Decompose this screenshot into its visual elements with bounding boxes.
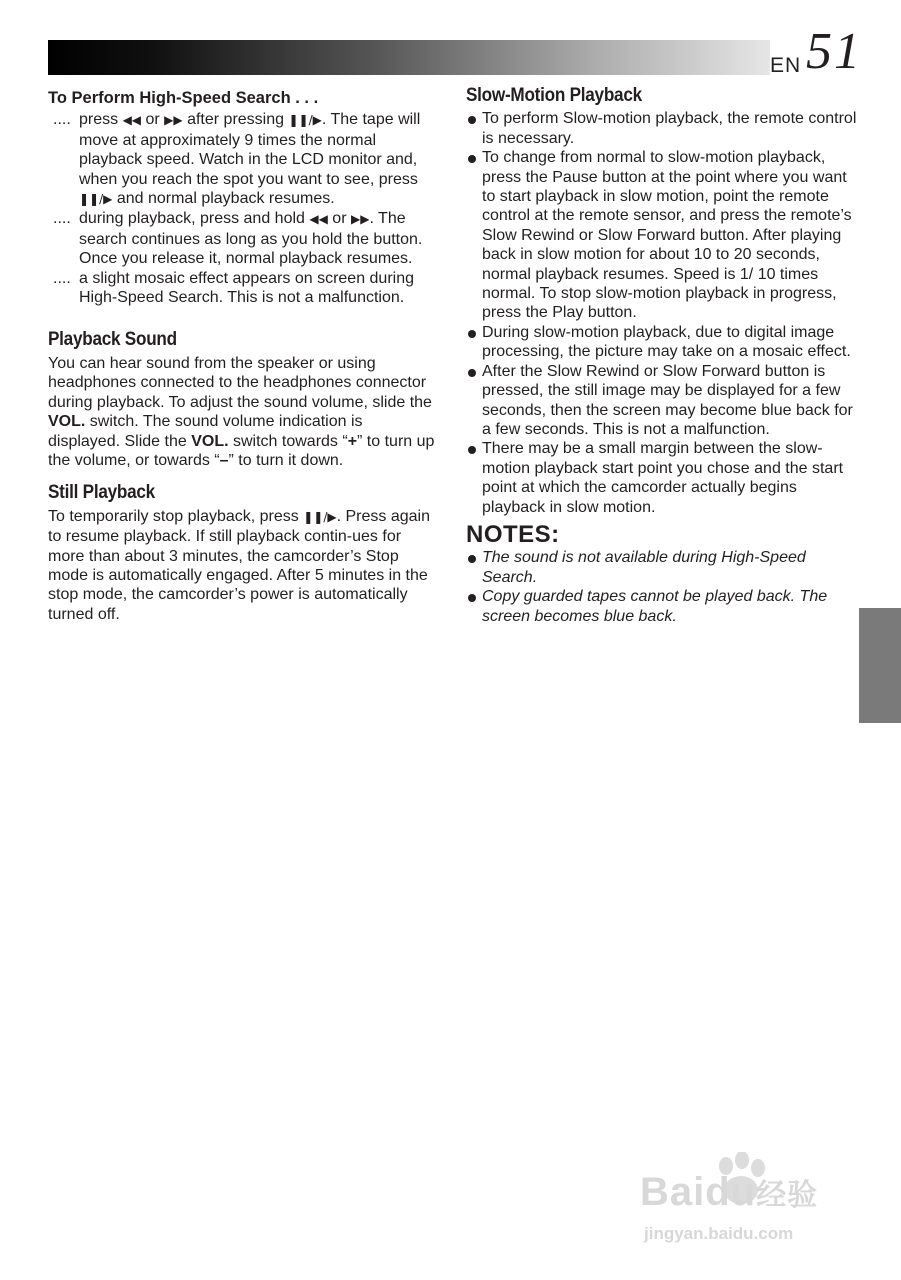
rewind-icon: ◀◀ xyxy=(309,212,328,227)
page-language: EN xyxy=(770,54,802,77)
still-playback-heading: Still Playback xyxy=(48,481,155,504)
rewind-icon: ◀◀ xyxy=(122,113,142,128)
pause-play-icon: ❚❚/▶ xyxy=(303,509,337,524)
list-item: To change from normal to slow-motion playback, press the Pause button at the point where you want to start playback in slow motion, point the remote control at the remote sensor, and press the remote’s Slow Rewind or Slow Forward button. After playing back in slow motion for about 10 to 20 seconds, normal playback resumes. Speed is 1/ 10 times normal. To stop slow-motion playback in progress, press the Play button. xyxy=(466,148,858,323)
leader-dots: .... xyxy=(53,111,71,129)
list-item: .... press ◀◀ or ▶▶ after pressing ❚❚/▶. The tape will move at approximately 9 times the normal playback speed. Watch in the LCD monitor and, when you reach the spot you want to see, press ❚❚/▶ and normal playback resumes. xyxy=(53,111,421,208)
pause-play-icon: ❚❚/▶ xyxy=(79,192,113,207)
note-item: Copy guarded tapes cannot be played back. The screen becomes blue back. xyxy=(466,587,858,626)
left-column xyxy=(48,89,438,624)
list-item: There may be a small margin between the slow-motion playback start point you chose and the start point at which the camcorder actually begins playback in slow motion. xyxy=(466,439,858,517)
still-playback-text: To temporarily stop playback, press ❚❚/▶. Press again to resume playback. If still playback contin-ues for more than about 3 minutes, the camcorder’s Stop mode is automatically engaged. After 5 minutes in the stop mode, the camcorder’s power is automatically turned off. xyxy=(48,507,430,623)
list-item: To perform Slow-motion playback, the remote control is necessary. xyxy=(466,109,858,148)
watermark-url: jingyan.baidu.com xyxy=(644,1224,794,1243)
playback-sound-heading: Playback Sound xyxy=(48,328,177,351)
right-column xyxy=(466,86,858,626)
playback-sound-text: You can hear sound from the speaker or using headphones connected to the headphones connector during playback. To adjust the sound volume, slide the VOL. switch. The sound volume indication is displayed. Slide the VOL. switch towards “+” to turn up the volume, or towards “–” to turn it down. xyxy=(48,354,435,469)
list-item: .... a slight mosaic effect appears on screen during High-Speed Search. This is not a malfunction. xyxy=(53,269,415,307)
notes-heading: NOTES: xyxy=(466,520,560,548)
list-item: During slow-motion playback, due to digital image processing, the picture may take on a mosaic effect. xyxy=(466,323,858,362)
page-number: 51 xyxy=(806,23,862,80)
list-item: .... during playback, press and hold ◀◀ or ▶▶. The search continues as long as you hold the button. Once you release it, normal playback resumes. xyxy=(53,210,423,268)
fast-forward-icon: ▶▶ xyxy=(164,113,183,128)
list-item: After the Slow Rewind or Slow Forward button is pressed, the still image may be displayed for a few seconds, then the screen may become blue back for a few seconds. This is not a malfunction. xyxy=(466,362,858,440)
baidu-watermark xyxy=(640,1152,850,1267)
high-speed-search-heading: To Perform High-Speed Search . . . xyxy=(48,89,319,107)
header-bar xyxy=(48,40,770,75)
watermark-logo: Baidu经验 xyxy=(640,1170,819,1214)
note-item: The sound is not available during High-Speed Search. xyxy=(466,548,858,587)
section-tab xyxy=(859,608,901,723)
fast-forward-icon: ▶▶ xyxy=(350,212,370,227)
pause-play-icon: ❚❚/▶ xyxy=(288,113,322,128)
slow-motion-heading: Slow-Motion Playback xyxy=(466,84,642,106)
leader-dots: .... xyxy=(53,210,71,228)
leader-dots: .... xyxy=(53,269,71,287)
